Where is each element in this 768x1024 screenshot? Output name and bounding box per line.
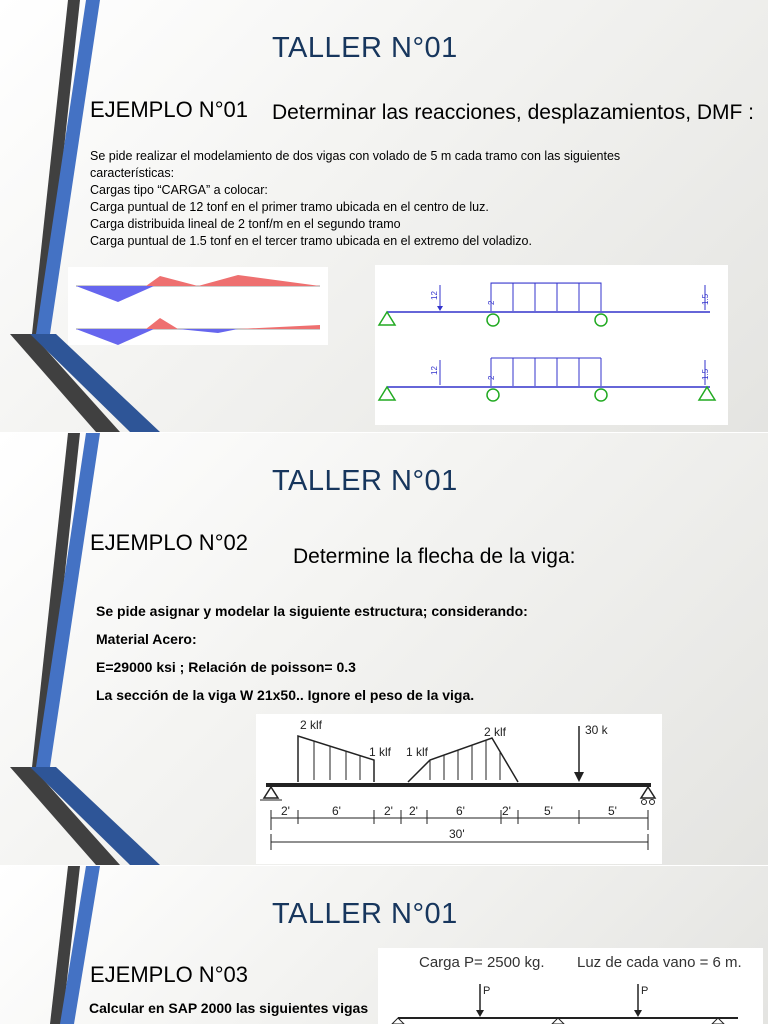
roller-support-icon (487, 389, 499, 401)
slide-title: TALLER N°01 (272, 898, 458, 930)
svg-text:2': 2' (281, 804, 290, 818)
text-line: Calcular en SAP 2000 las siguientes vigas (89, 1000, 369, 1016)
svg-text:6': 6' (332, 804, 341, 818)
example-label: EJEMPLO N°02 (90, 530, 248, 555)
svg-text:30 k: 30 k (585, 723, 608, 737)
svg-text:2: 2 (487, 375, 496, 380)
text-line: Carga distribuida lineal de 2 tonf/m en el segundo tramo (90, 217, 401, 231)
svg-text:Luz de cada vano = 6 m.: Luz de cada vano = 6 m. (577, 954, 742, 971)
beam-spans-figure (378, 948, 763, 1024)
svg-text:1 klf: 1 klf (406, 745, 429, 759)
slide-1 (0, 0, 768, 432)
pin-support-icon (379, 312, 395, 325)
svg-text:Carga P= 2500 kg.: Carga P= 2500 kg. (419, 954, 545, 971)
beam-deflection-figure (256, 714, 662, 864)
svg-text:5': 5' (608, 804, 617, 818)
pin-support-icon (379, 387, 395, 400)
roller-support-icon (487, 314, 499, 326)
svg-text:1 klf: 1 klf (369, 745, 392, 759)
pin-support-icon (264, 787, 278, 798)
svg-text:2': 2' (409, 804, 418, 818)
slide-title: TALLER N°01 (272, 465, 458, 497)
moment-diagram-figure (68, 267, 328, 345)
svg-text:2 klf: 2 klf (300, 718, 323, 732)
point-load-label-12: 12 (430, 291, 439, 300)
svg-text:P: P (641, 985, 649, 997)
svg-text:6': 6' (456, 804, 465, 818)
text-line: Se pide asignar y modelar la siguiente estructura; considerando: (96, 603, 528, 619)
text-line: Material Acero: (96, 631, 197, 647)
example-label: EJEMPLO N°03 (90, 962, 248, 987)
svg-text:2': 2' (502, 804, 511, 818)
text-line: Cargas tipo “CARGA” a colocar: (90, 183, 268, 197)
roller-support-icon (595, 314, 607, 326)
svg-text:1.5: 1.5 (701, 368, 710, 380)
example-heading: Determine la flecha de la viga: (293, 545, 576, 568)
text-line: Carga puntual de 12 tonf en el primer tramo ubicada en el centro de luz. (90, 200, 489, 214)
slide-2 (0, 433, 768, 865)
slide-decoration (0, 433, 190, 865)
beam-load-figure (375, 265, 728, 425)
text-line: E=29000 ksi ; Relación de poisson= 0.3 (96, 659, 356, 675)
slide-3 (0, 866, 768, 1024)
roller-support-icon (595, 389, 607, 401)
beam-model-2 (379, 358, 715, 401)
example-label: EJEMPLO N°01 (90, 97, 248, 122)
pin-support-icon (699, 387, 715, 400)
text-line: Se pide realizar el modelamiento de dos vigas con volado de 5 m cada tramo con las siguientes (90, 149, 621, 163)
svg-text:1.5: 1.5 (701, 293, 710, 305)
svg-text:30': 30' (449, 827, 465, 841)
text-line: Carga puntual de 1.5 tonf en el tercer tramo ubicada en el extremo del voladizo. (90, 234, 532, 248)
svg-text:12: 12 (430, 366, 439, 375)
slide-title: TALLER N°01 (272, 32, 458, 64)
text-line: La sección de la viga W 21x50.. Ignore el peso de la viga. (96, 687, 475, 703)
svg-text:2: 2 (487, 300, 496, 305)
pin-support-icon (641, 787, 655, 798)
svg-text:2 klf: 2 klf (484, 725, 507, 739)
svg-text:2': 2' (384, 804, 393, 818)
svg-text:P: P (483, 985, 491, 997)
text-line: características: (90, 166, 175, 180)
svg-text:5': 5' (544, 804, 553, 818)
example-heading: Determinar las reacciones, desplazamientos, DMF : (272, 101, 755, 124)
beam-model-1 (379, 283, 710, 326)
